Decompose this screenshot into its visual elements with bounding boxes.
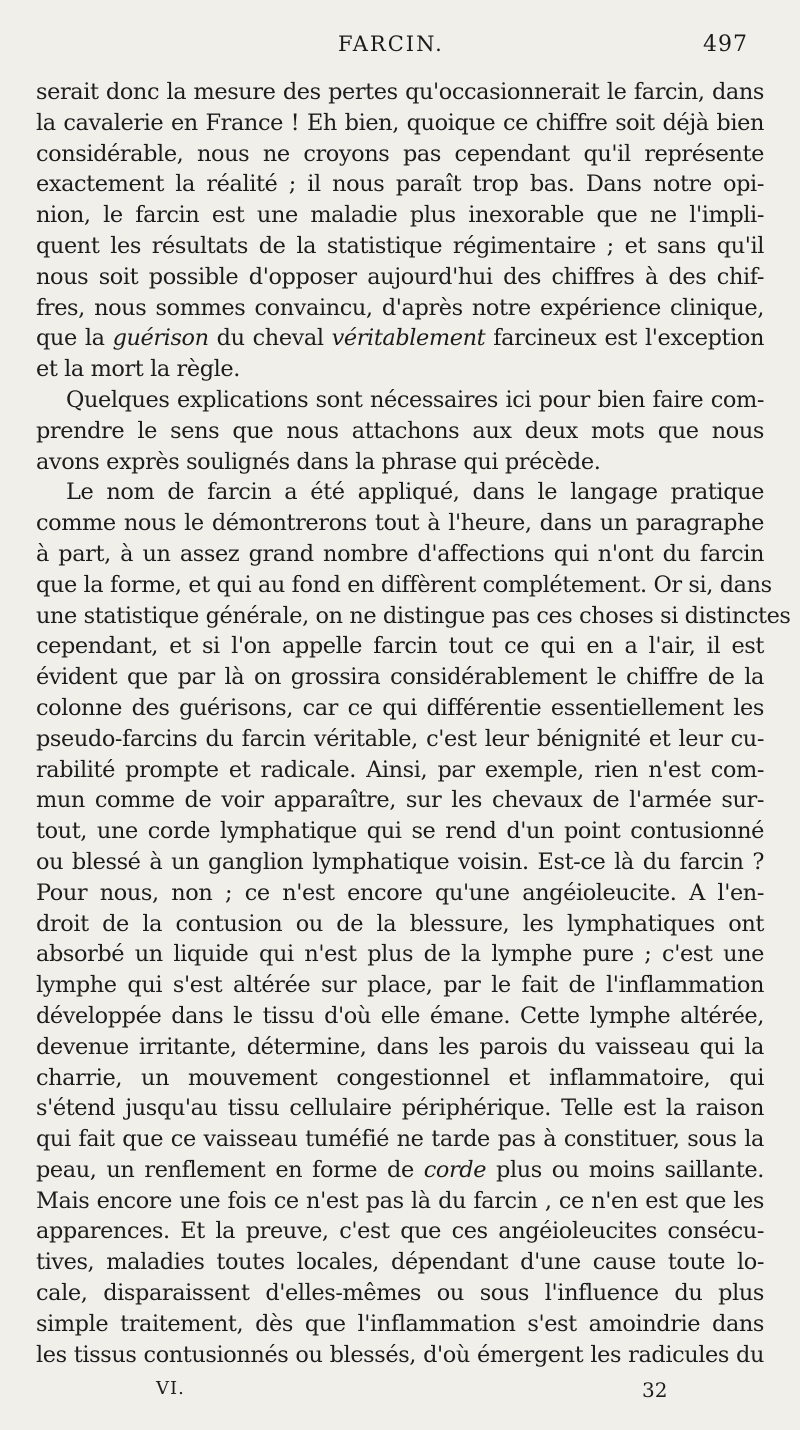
text-line: simple traitement, dès que l'inflammation s'est amoindrie dans <box>36 1310 764 1337</box>
text-line: exactement la réalité ; il nous paraît trop bas. Dans notre opi- <box>36 171 764 198</box>
text-line: comme nous le démontrerons tout à l'heure, dans un paragraphe <box>36 510 764 537</box>
text-fragment: plus ou moins saillante. <box>486 1156 764 1183</box>
text-line: considérable, nous ne croyons pas cependant qu'il représente <box>36 140 764 167</box>
emphasis-guerison: guérison <box>112 325 209 352</box>
text-line: à part, à un assez grand nombre d'affections qui n'ont du farcin <box>36 540 764 567</box>
text-line: mun comme de voir apparaître, sur les chevaux de l'armée sur- <box>36 787 764 814</box>
text-line: qui fait que ce vaisseau tuméfié ne tarde pas à constituer, sous la <box>36 1126 764 1153</box>
text-fragment: du cheval <box>208 325 332 352</box>
text-line: cependant, et si l'on appelle farcin tout ce qui en a l'air, il est <box>36 633 764 660</box>
signature-mark: VI. <box>156 1378 185 1399</box>
text-line: les tissus contusionnés ou blessés, d'où émergent les radicules du <box>36 1341 764 1368</box>
text-line: lymphe qui s'est altérée sur place, par le fait de l'inflammation <box>36 972 764 999</box>
page-footer <box>0 1378 800 1408</box>
running-head <box>0 28 800 62</box>
body-text <box>36 77 791 1370</box>
paragraph-start: Le nom de farcin a été appliqué, dans le langage pratique <box>66 479 764 506</box>
page-number: 497 <box>703 32 748 57</box>
emphasis-corde: corde <box>423 1156 487 1183</box>
text-fragment: que la <box>36 325 113 352</box>
text-line: charrie, un mouvement congestionnel et inflammatoire, qui <box>36 1064 764 1091</box>
text-line: quent les résultats de la statistique régimentaire ; et sans qu'il <box>36 232 764 259</box>
text-line: évident que par là on grossira considérablement le chiffre de la <box>36 664 764 691</box>
text-line: nous soit possible d'opposer aujourd'hui des chiffres à des chif- <box>36 263 764 290</box>
text-line: Mais encore une fois ce n'est pas là du farcin , ce n'en est que les <box>36 1187 764 1214</box>
text-line: colonne des guérisons, car ce qui différentie essentiellement les <box>36 694 764 721</box>
text-line: pseudo-farcins du farcin véritable, c'est leur bénignité et leur cu- <box>36 725 764 752</box>
text-line: tives, maladies toutes locales, dépendant d'une cause toute lo- <box>36 1249 764 1276</box>
text-line: et la mort la règle. <box>36 356 240 383</box>
text-line: serait donc la mesure des pertes qu'occasionnerait le farcin, dans <box>36 79 764 105</box>
text-line: développée dans le tissu d'où elle émane. Cette lymphe altérée, <box>36 1002 764 1029</box>
text-line: droit de la contusion ou de la blessure, les lymphatiques ont <box>36 910 764 937</box>
text-line: la cavalerie en France ! Eh bien, quoique ce chiffre soit déjà bien <box>36 109 764 136</box>
text-line: avons exprès soulignés dans la phrase qui précède. <box>36 448 601 475</box>
paragraph-start: Quelques explications sont nécessaires ici pour bien faire com- <box>66 386 764 413</box>
text-line: une statistique générale, on ne distingue pas ces choses si distinctes <box>36 602 791 629</box>
text-line: prendre le sens que nous attachons aux deux mots que nous <box>36 417 764 444</box>
text-line: Pour nous, non ; ce n'est encore qu'une angéioleucite. A l'en- <box>36 879 764 906</box>
text-line: devenue irritante, détermine, dans les parois du vaisseau qui la <box>36 1033 764 1060</box>
text-line: absorbé un liquide qui n'est plus de la lymphe pure ; c'est une <box>36 941 764 968</box>
sheet-number: 32 <box>642 1378 668 1402</box>
text-line: cale, disparaissent d'elles-mêmes ou sous l'influence du plus <box>36 1280 764 1307</box>
emphasis-veritablement: véritablement <box>331 325 486 352</box>
text-line: ou blessé à un ganglion lymphatique voisin. Est-ce là du farcin ? <box>36 848 764 875</box>
text-line-italic <box>36 1155 764 1186</box>
text-line-italic <box>36 323 764 354</box>
text-fragment: peau, un renflement en forme de <box>36 1156 424 1183</box>
text-line: tout, une corde lymphatique qui se rend d'un point contusionné <box>36 818 764 845</box>
text-line: nion, le farcin est une maladie plus inexorable que ne l'impli- <box>36 202 764 229</box>
text-fragment: farcineux est l'exception <box>485 325 764 352</box>
text-line: s'étend jusqu'au tissu cellulaire périphérique. Telle est la raison <box>36 1095 764 1122</box>
text-line: apparences. Et la preuve, c'est que ces angéioleucites consécu- <box>36 1218 764 1245</box>
text-line: que la forme, et qui au fond en diffèrent complétement. Or si, dans <box>36 571 772 598</box>
text-line: fres, nous sommes convaincu, d'après notre expérience clinique, <box>36 294 764 321</box>
running-title: FARCIN. <box>338 32 444 56</box>
text-line: rabilité prompte et radicale. Ainsi, par exemple, rien n'est com- <box>36 756 764 783</box>
